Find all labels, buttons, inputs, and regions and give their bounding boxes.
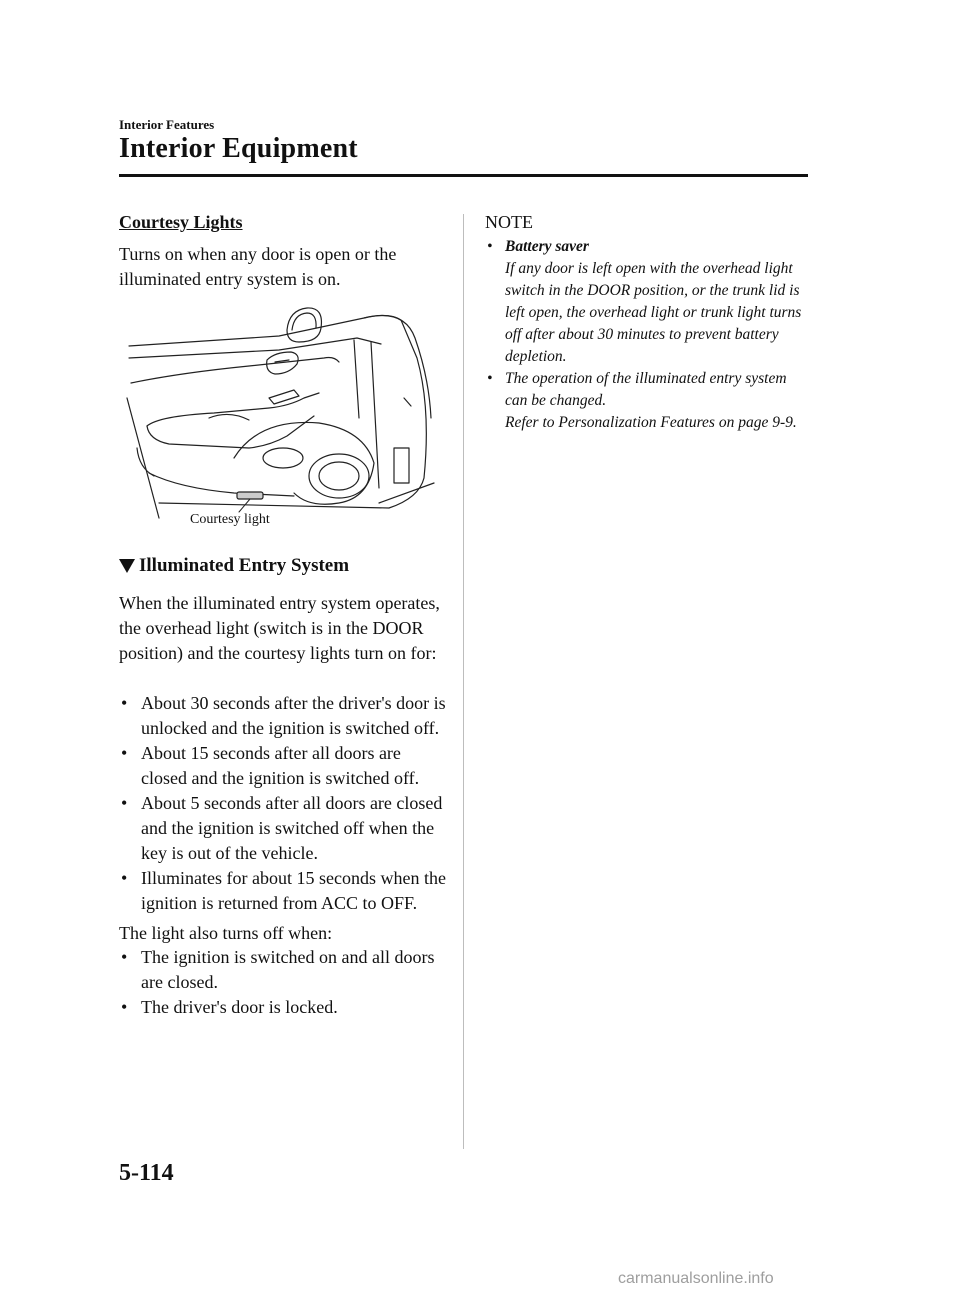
list-item: • About 15 seconds after all doors are closed and the ignition is switched off. (119, 741, 449, 791)
list-item: • About 5 seconds after all doors are closed and the ignition is switched off when the key is out of the vehicle. (119, 791, 449, 866)
triangle-marker-icon (119, 559, 135, 573)
note-item-text: • The operation of the illuminated entry system can be changed. (505, 370, 787, 409)
list-item: • The driver's door is locked. (119, 995, 449, 1020)
note-item-illuminated-entry (485, 368, 805, 434)
note-item-reference: Refer to Personalization Features on page 9-9. (505, 414, 797, 431)
light-off-list (119, 945, 449, 1020)
header-rule (119, 174, 808, 177)
column-divider (463, 214, 464, 1149)
illuminated-entry-list (119, 691, 449, 916)
courtesy-lights-text: Turns on when any door is open or the illuminated entry system is on. (119, 244, 397, 289)
section-label: Interior Features (119, 117, 215, 132)
door-panel-illustration (119, 298, 439, 538)
note-item-text: If any door is left open with the overhead light switch in the DOOR position, or the trunk lid is left open, the overhead light or trunk light turns off after about 30 minutes to prevent battery depletion. (505, 260, 802, 365)
illuminated-entry-heading-text: Illuminated Entry System (139, 555, 350, 576)
chapter-title: Interior Equipment (119, 133, 358, 164)
note-title: NOTE (485, 212, 533, 232)
list-item: • The ignition is switched on and all doors are closed. (119, 945, 449, 995)
figure-caption: Courtesy light (190, 512, 270, 527)
note-item-title: • Battery saver (505, 238, 589, 255)
courtesy-lights-heading: Courtesy Lights (119, 212, 243, 232)
note-item-battery-saver (485, 236, 805, 368)
footer-watermark: carmanualsonline.info (618, 1270, 774, 1287)
page-number: 5-114 (119, 1160, 174, 1186)
list-item: • About 30 seconds after the driver's door is unlocked and the ignition is switched off. (119, 691, 449, 741)
note-list (485, 236, 805, 434)
light-off-intro: The light also turns off when: (119, 923, 333, 943)
list-item: • Illuminates for about 15 seconds when the ignition is returned from ACC to OFF. (119, 866, 449, 916)
illuminated-entry-heading (119, 555, 349, 577)
illuminated-entry-intro: When the illuminated entry system operates, the overhead light (switch is in the DOOR position) and the courtesy lights turn on for: (119, 593, 440, 663)
